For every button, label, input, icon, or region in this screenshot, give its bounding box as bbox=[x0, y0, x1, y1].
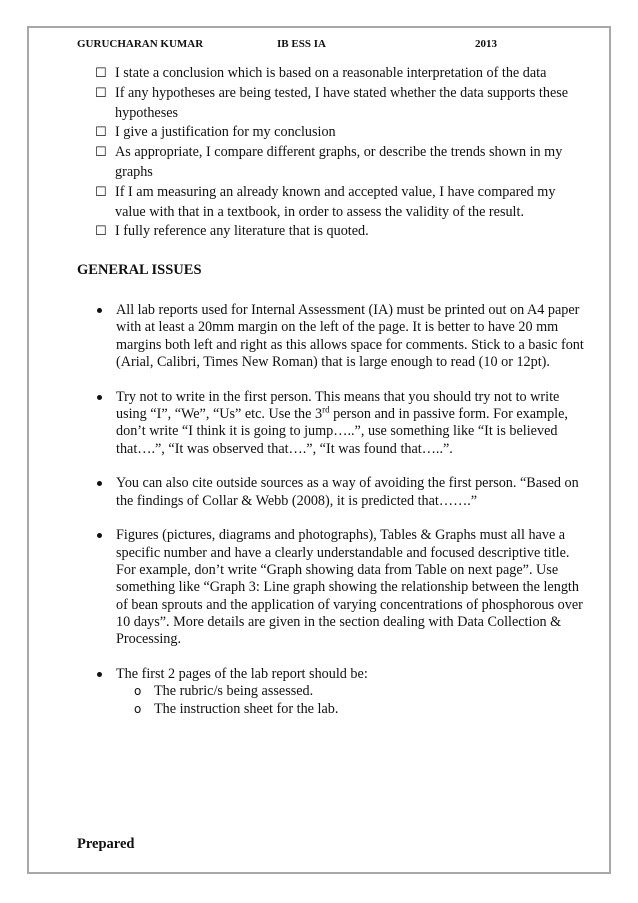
section-heading: GENERAL ISSUES bbox=[77, 262, 202, 278]
checkbox-icon: ☐ bbox=[95, 85, 107, 101]
checklist-item bbox=[95, 222, 585, 242]
checkbox-icon: ☐ bbox=[95, 145, 107, 161]
bullet-text-part: The first 2 pages of the lab report should be: bbox=[116, 666, 368, 683]
bullet-text: All lab reports used for Internal Assessment (IA) must be printed out on A4 paper with at least a 20mm margin on the left of the page. It is better to have 20 mm margins both left and right as this allows space for comments. Stick to a basic font (Arial, Calibri, Times New Roman) that is large enough to read (10 or 12pt). bbox=[116, 302, 584, 370]
checklist-item-text: As appropriate, I compare different graphs, or describe the trends shown in my graphs bbox=[115, 144, 563, 180]
bullet-item bbox=[95, 302, 585, 371]
bullet-text-part: person and in passive form. For example, don’t write “I think it is going to jump…..”, use something like “It is believed that….”, “It was observed that….”, “It was found that…..”. bbox=[116, 405, 568, 457]
header-author: GURUCHARAN KUMAR bbox=[77, 38, 204, 50]
checkbox-icon: ☐ bbox=[95, 184, 107, 200]
general-issues-list bbox=[95, 302, 585, 735]
bullet-item bbox=[95, 666, 585, 718]
bullet-icon bbox=[95, 475, 116, 510]
sub-list-item-text: The instruction sheet for the lab. bbox=[154, 700, 339, 717]
bullet-text-part: Try not to write in the first person. This means that you should try not to write using “I”, “We”, “Us” etc. Use the 3 bbox=[116, 388, 560, 422]
checklist-item bbox=[95, 123, 585, 143]
footer-label: Prepared bbox=[77, 836, 135, 852]
checklist-item-text: I give a justification for my conclusion bbox=[115, 124, 336, 141]
bullet-text: You can also cite outside sources as a way of avoiding the first person. “Based on the findings of Collar & Webb (2008), it is predicted that…….” bbox=[116, 475, 579, 509]
header-year: 2013 bbox=[475, 38, 497, 50]
checkbox-icon: ☐ bbox=[95, 125, 107, 141]
checklist-item bbox=[95, 64, 585, 84]
checklist-item bbox=[95, 183, 585, 223]
ordinal-superscript: rd bbox=[322, 404, 330, 415]
sub-list-item bbox=[116, 701, 585, 718]
checkbox-icon: ☐ bbox=[95, 224, 107, 240]
header-course: IB ESS IA bbox=[277, 38, 326, 50]
hollow-bullet-icon: o bbox=[134, 701, 142, 716]
conclusion-checklist bbox=[95, 64, 585, 242]
checklist-item-text: I state a conclusion which is based on a reasonable interpretation of the data bbox=[115, 65, 547, 81]
bullet-icon bbox=[95, 389, 116, 458]
bullet-item bbox=[95, 475, 585, 510]
sub-list bbox=[116, 683, 585, 718]
checklist-item bbox=[95, 143, 585, 183]
hollow-bullet-icon: o bbox=[134, 684, 142, 699]
bullet-icon bbox=[95, 302, 116, 371]
checklist-item-text: I fully reference any literature that is quoted. bbox=[115, 223, 369, 240]
checkbox-icon: ☐ bbox=[95, 66, 107, 81]
bullet-item bbox=[95, 527, 585, 648]
sub-list-item bbox=[116, 683, 585, 700]
checklist-item-text: If I am measuring an already known and accepted value, I have compared my value with that in a textbook, in order to assess the validity of the result. bbox=[115, 183, 556, 220]
bullet-icon bbox=[95, 666, 116, 718]
bullet-text bbox=[116, 389, 585, 458]
bullet-text: Figures (pictures, diagrams and photographs), Tables & Graphs must all have a specific number and have a clearly understandable and focused descriptive title. For example, don’t write “Graph showing data from Table on next page”. Use something like “Graph 3: Line graph showing the relationship between the length of bean sprouts and the application of varying concentrations of phosphorous over 10 days”. More details are given in the section dealing with Data Collection & Processing. bbox=[116, 527, 583, 648]
checklist-item bbox=[95, 84, 585, 124]
bullet-item bbox=[95, 389, 585, 458]
checklist-item-text: If any hypotheses are being tested, I have stated whether the data supports these hypotheses bbox=[115, 84, 569, 121]
bullet-text bbox=[116, 666, 585, 718]
bullet-icon bbox=[95, 527, 116, 648]
sub-list-item-text: The rubric/s being assessed. bbox=[154, 683, 314, 700]
